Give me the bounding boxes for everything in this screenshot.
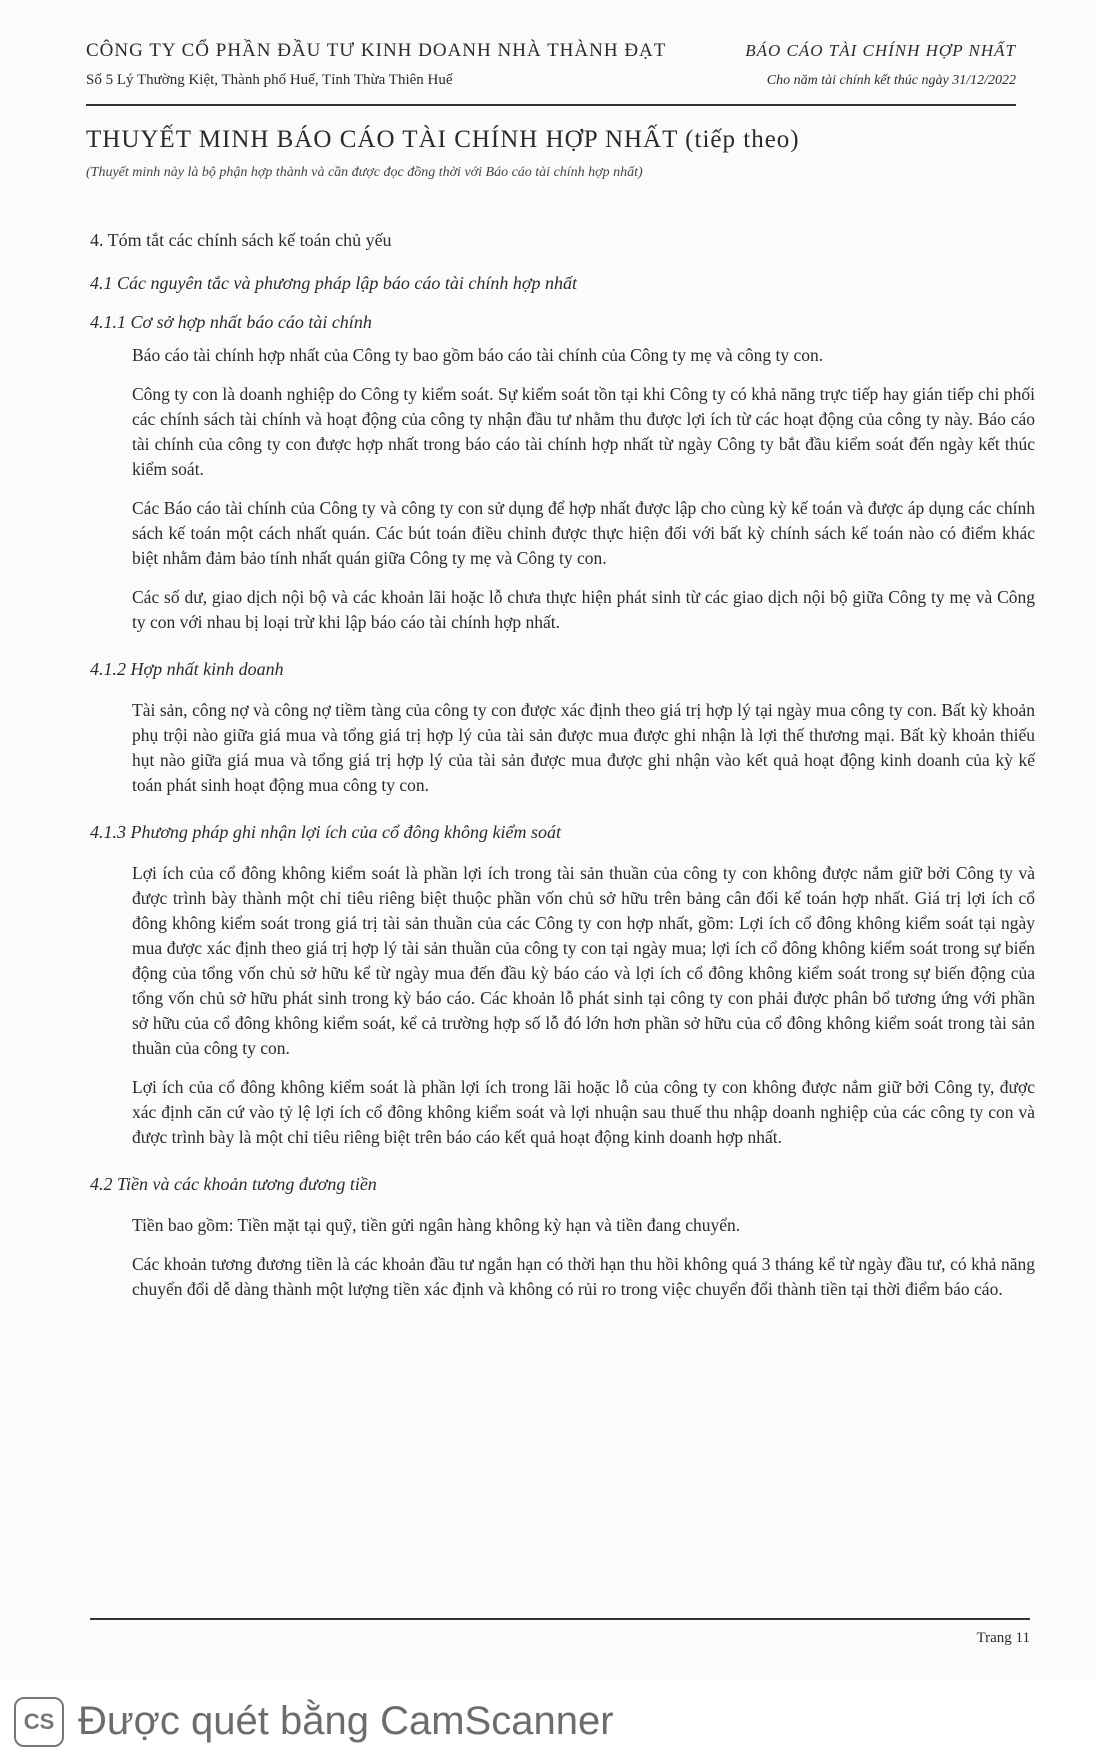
section-heading-4-1-1: 4.1.1 Cơ sở hợp nhất báo cáo tài chính xyxy=(90,312,372,332)
paragraph: Lợi ích của cổ đông không kiểm soát là phần lợi ích trong lãi hoặc lỗ của công ty con không được nắm giữ bởi Công ty, được xác định căn cứ vào tỷ lệ lợi ích cổ đông không kiểm soát và lợi nhuận sau thuế thu nhập doanh nghiệp của các công ty con và được trình bày là một chỉ tiêu riêng biệt trên báo cáo kết quả hoạt động kinh doanh hợp nhất. xyxy=(132,1077,1035,1147)
page-number: Trang 11 xyxy=(976,1630,1030,1646)
company-address: Số 5 Lý Thường Kiệt, Thành phố Huế, Tỉnh Thừa Thiên Huế xyxy=(86,72,453,88)
camscanner-watermark xyxy=(0,1680,1096,1763)
company-name: CÔNG TY CỔ PHẦN ĐẦU TƯ KINH DOANH NHÀ THÀNH ĐẠT xyxy=(86,40,667,61)
document-title: THUYẾT MINH BÁO CÁO TÀI CHÍNH HỢP NHẤT (tiếp theo) xyxy=(86,126,800,153)
section-heading-4-1: 4.1 Các nguyên tắc và phương pháp lập báo cáo tài chính hợp nhất xyxy=(90,273,577,293)
paragraph: Công ty con là doanh nghiệp do Công ty kiểm soát. Sự kiểm soát tồn tại khi Công ty có khả năng trực tiếp hay gián tiếp chi phối các chính sách tài chính và hoạt động của công ty nhận đầu tư nhằm thu được lợi ích từ các hoạt động của công ty này. Báo cáo tài chính của công ty con được hợp nhất trong báo cáo tài chính hợp nhất từ ngày Công ty bắt đầu kiểm soát đến ngày kết thúc kiểm soát. xyxy=(132,384,1035,479)
document-body xyxy=(90,230,1035,1316)
section-heading-4: 4. Tóm tắt các chính sách kế toán chủ yếu xyxy=(90,230,392,250)
section-heading-4-1-2: 4.1.2 Hợp nhất kinh doanh xyxy=(90,659,284,679)
paragraph: Các Báo cáo tài chính của Công ty và công ty con sử dụng để hợp nhất được lập cho cùng kỳ kế toán và được áp dụng các chính sách kế toán một cách nhất quán. Các bút toán điều chỉnh được thực hiện đối với bất kỳ chính sách kế toán nào có điểm khác biệt nhằm đảm bảo tính nhất quán giữa Công ty mẹ và Công ty con. xyxy=(132,498,1035,568)
paragraph: Các khoản tương đương tiền là các khoản đầu tư ngắn hạn có thời hạn thu hồi không quá 3 tháng kể từ ngày đầu tư, có khả năng chuyển đổi dễ dàng thành một lượng tiền xác định và không có rủi ro trong việc chuyển đổi thành tiền tại thời điểm báo cáo. xyxy=(132,1254,1035,1299)
paragraph: Lợi ích của cổ đông không kiểm soát là phần lợi ích trong tài sản thuần của công ty con không được nắm giữ bởi Công ty và được trình bày thành một chỉ tiêu riêng biệt thuộc phần vốn chủ sở hữu trên bảng cân đối kế toán hợp nhất. Giá trị lợi ích cổ đông không kiểm soát trong giá trị tài sản thuần của các Công ty con hợp nhất, gồm: Lợi ích cổ đông không kiểm soát tại ngày mua được xác định theo giá trị hợp lý tài sản thuần của công ty con tại ngày mua; lợi ích cổ đông không kiểm soát trong sự biến động của tổng vốn chủ sở hữu kể từ ngày mua đến đầu kỳ báo cáo và lợi ích cổ đông không kiểm soát trong sự biến động của tổng vốn chủ sở hữu phát sinh trong kỳ báo cáo. Các khoản lỗ phát sinh tại công ty con phải được phân bổ tương ứng với phần sở hữu của cổ đông không kiểm soát, kể cả trường hợp số lỗ đó lớn hơn phần sở hữu của cổ đông không kiểm soát trong tài sản thuần của công ty con. xyxy=(132,863,1035,1058)
header-divider xyxy=(86,104,1016,106)
section-heading-4-1-3: 4.1.3 Phương pháp ghi nhận lợi ích của cổ đông không kiểm soát xyxy=(90,822,561,842)
camscanner-text: Được quét bằng CamScanner xyxy=(78,1699,614,1743)
document-subtitle: (Thuyết minh này là bộ phận hợp thành và cần được đọc đồng thời với Báo cáo tài chính hợp nhất) xyxy=(86,165,643,180)
paragraph: Tài sản, công nợ và công nợ tiềm tàng của công ty con được xác định theo giá trị hợp lý tại ngày mua công ty con. Bất kỳ khoản phụ trội nào giữa giá mua và tổng giá trị hợp lý của tài sản được mua được ghi nhận là lợi thế thương mại. Bất kỳ khoản thiếu hụt nào giữa giá mua và tổng giá trị hợp lý của tài sản được mua được ghi nhận vào kết quả hoạt động kinh doanh của kỳ kế toán phát sinh hoạt động mua công ty con. xyxy=(132,700,1035,795)
footer-divider xyxy=(90,1618,1030,1620)
report-period: Cho năm tài chính kết thúc ngày 31/12/2022 xyxy=(766,73,1016,88)
report-title: BÁO CÁO TÀI CHÍNH HỢP NHẤT xyxy=(745,41,1016,60)
paragraph: Các số dư, giao dịch nội bộ và các khoản lãi hoặc lỗ chưa thực hiện phát sinh từ các giao dịch nội bộ giữa Công ty mẹ và Công ty con với nhau bị loại trừ khi lập báo cáo tài chính hợp nhất. xyxy=(132,587,1035,632)
page-header xyxy=(86,40,1016,89)
paragraph: Báo cáo tài chính hợp nhất của Công ty bao gồm báo cáo tài chính của Công ty mẹ và công ty con. xyxy=(132,345,824,365)
section-heading-4-2: 4.2 Tiền và các khoản tương đương tiền xyxy=(90,1174,377,1194)
paragraph: Tiền bao gồm: Tiền mặt tại quỹ, tiền gửi ngân hàng không kỳ hạn và tiền đang chuyển. xyxy=(132,1215,741,1235)
camscanner-logo-icon: CS xyxy=(14,1697,64,1747)
